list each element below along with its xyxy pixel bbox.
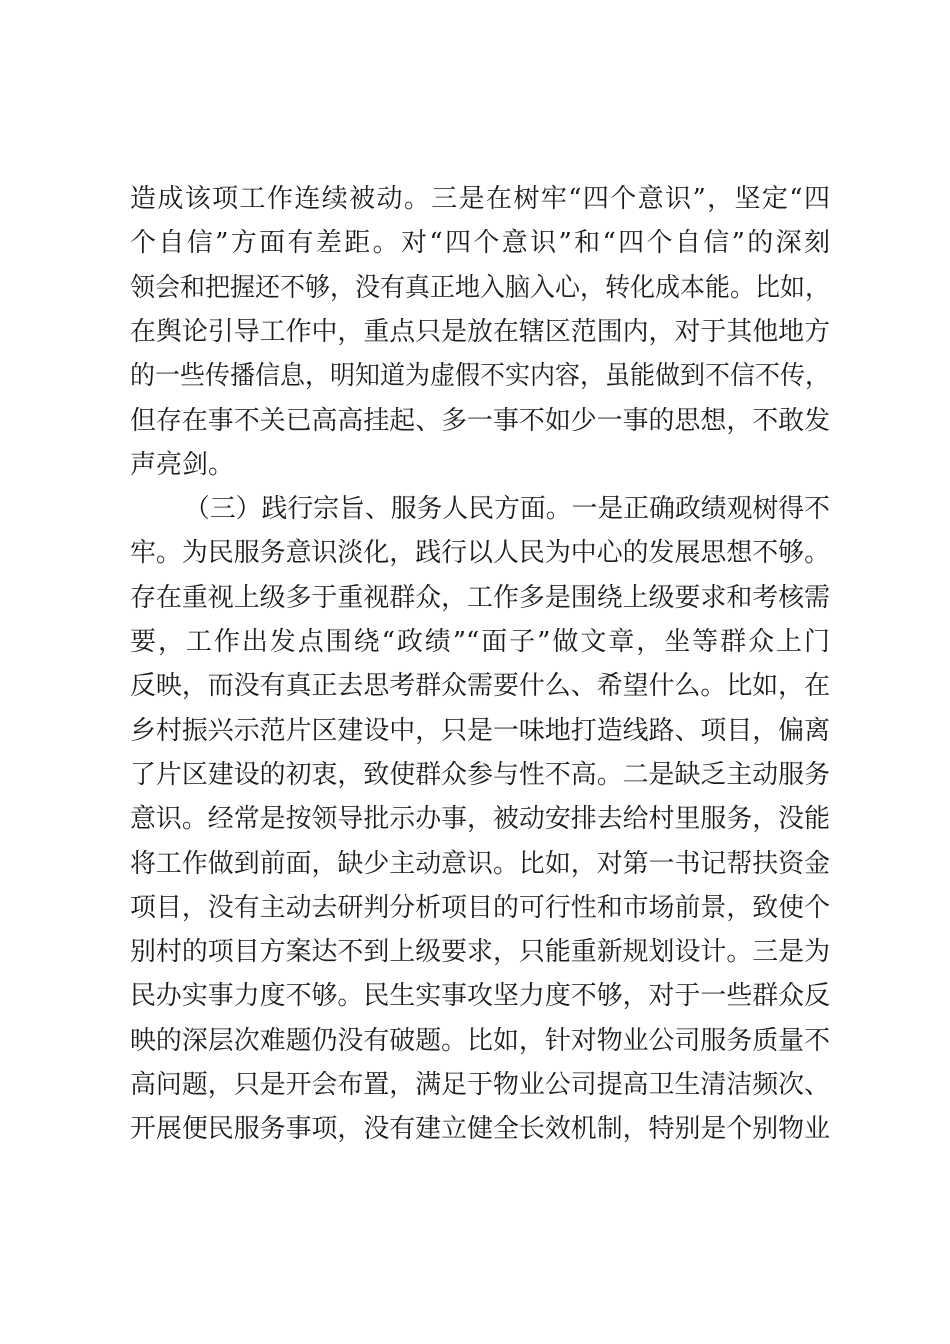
text-line: 映的深层次难题仍没有破题。比如，针对物业公司服务质量不: [130, 1025, 831, 1056]
text-line: 意识。经常是按领导批示办事，被动安排去给村里服务，没能: [130, 804, 831, 835]
text-line: 造成该项工作连续被动。三是在树牢“四个意识”，坚定“四: [130, 184, 830, 214]
text-line: 领会和把握还不够，没有真正地入脑入心，转化成本能。比如，: [130, 272, 830, 303]
text-line: 反映，而没有真正去思考群众需要什么、希望什么。比如，在: [130, 671, 831, 702]
text-line: 高问题，只是开会布置，满足于物业公司提高卫生清洁频次、: [130, 1070, 831, 1100]
text-line: 项目，没有主动去研判分析项目的可行性和市场前景，致使个: [130, 892, 831, 923]
text-line: 在舆论引导工作中，重点只是放在辖区范围内，对于其他地方: [130, 316, 831, 347]
text-line: 但存在事不关已高高挂起、多一事不如少一事的思想，不敢发: [130, 405, 831, 436]
text-line: 民办实事力度不够。民生实事攻坚力度不够，对于一些群众反: [130, 981, 831, 1012]
text-line: 将工作做到前面，缺少主动意识。比如，对第一书记帮扶资金: [130, 848, 831, 879]
text-line: 个自信”方面有差距。对“四个意识”和“四个自信”的深刻: [130, 228, 830, 259]
text-line: 牢。为民服务意识淡化，践行以人民为中心的发展思想不够。: [130, 538, 831, 569]
text-line: 的一些传播信息，明知道为虚假不实内容，虽能做到不信不传，: [130, 361, 830, 392]
text-line: 存在重视上级多于重视群众，工作多是围绕上级要求和考核需: [130, 582, 831, 613]
text-line: 要，工作出发点围绕“政绩”“面子”做文章，坐等群众上门: [130, 627, 830, 657]
text-line: （三）践行宗旨、服务人民方面。一是正确政绩观树得不: [184, 494, 830, 525]
text-line: 乡村振兴示范片区建设中，只是一味地打造线路、项目，偏离: [130, 715, 831, 746]
text-line: 了片区建设的初衷，致使群众参与性不高。二是缺乏主动服务: [130, 759, 831, 790]
text-line: 别村的项目方案达不到上级要求，只能重新规划设计。三是为: [130, 937, 831, 968]
text-line: 开展便民服务事项，没有建立健全长效机制，特别是个别物业: [130, 1114, 831, 1145]
text-line: 声亮剑。: [130, 449, 235, 480]
